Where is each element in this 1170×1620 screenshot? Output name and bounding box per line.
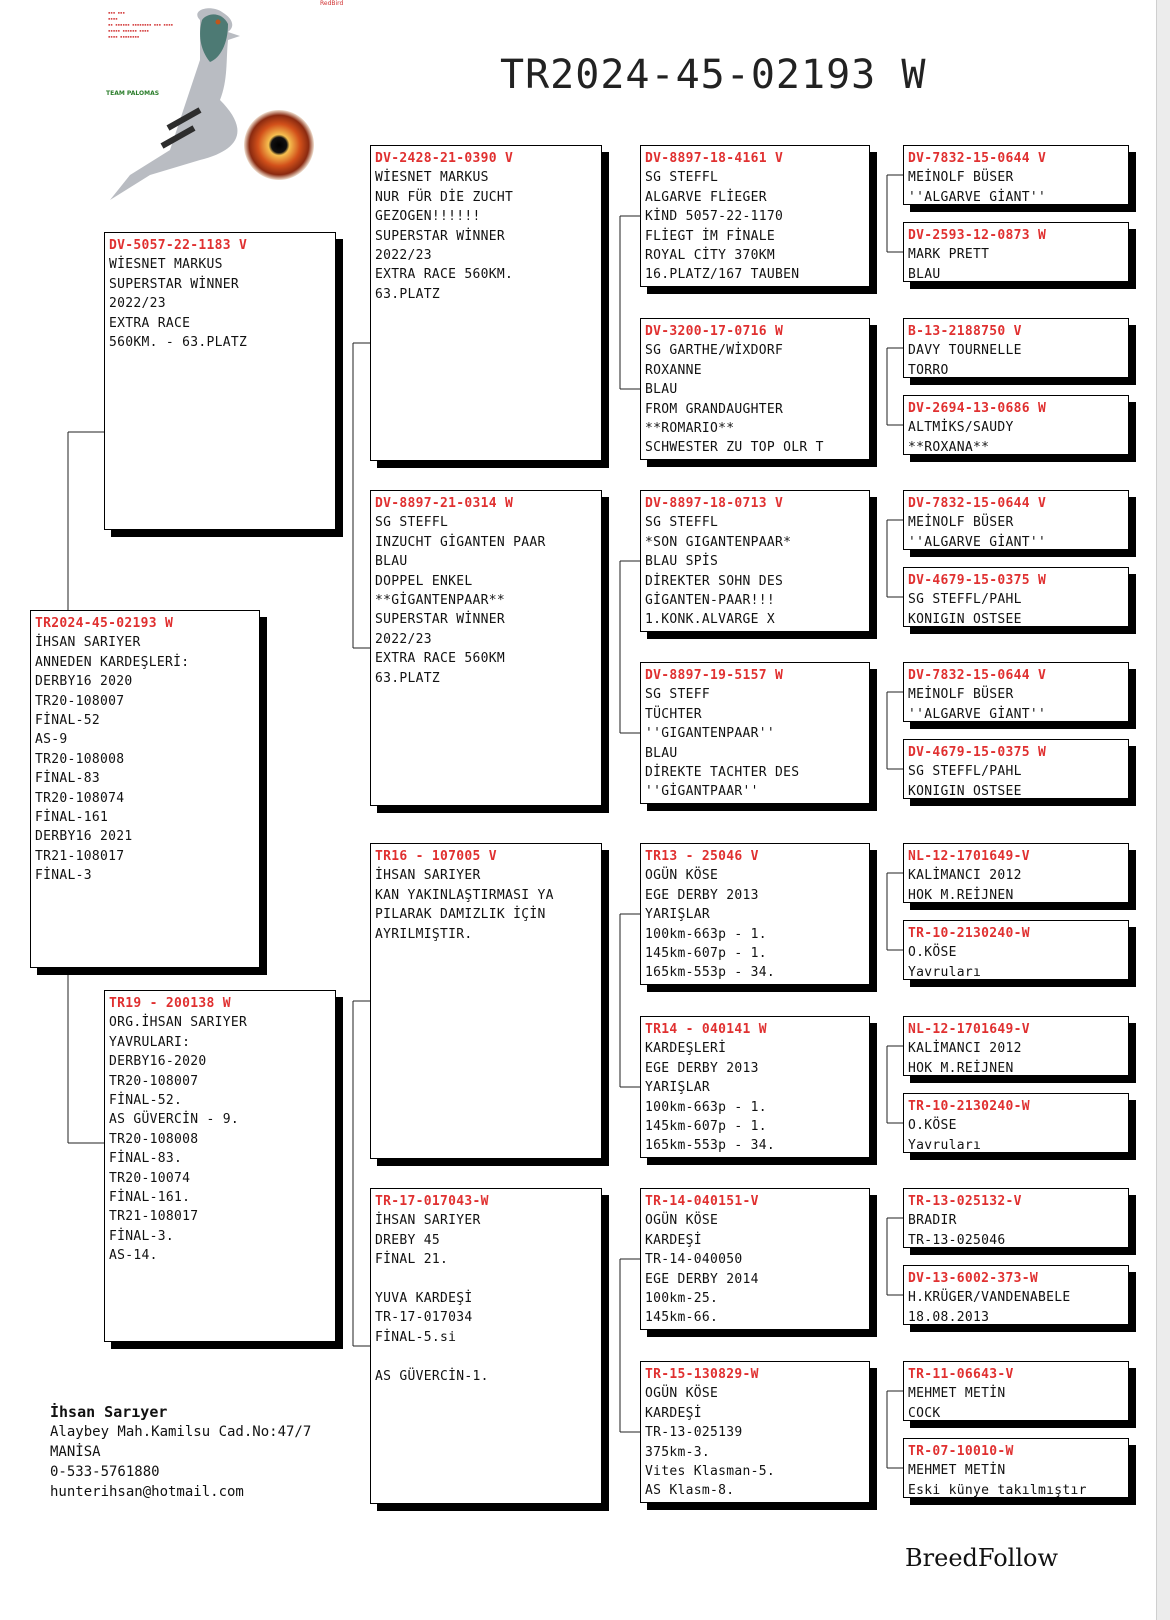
pedigree-note-line: 100km-25. [645,1291,719,1307]
pedigree-note-line: KAN YAKINLAŞTIRMASI YA [375,887,554,903]
pedigree-note-line: 2022/23 [109,296,166,312]
pedigree-note-line: İHSAN SARIYER [375,868,481,884]
pedigree-note-line: TR21-108017 [35,848,125,864]
pedigree-note-line: AS-14. [109,1248,158,1264]
pedigree-note-line: ALTMİKS/SAUDY [908,420,1014,436]
pedigree-note-line [375,1347,597,1366]
pedigree-note-line: FİNAL 21. [375,1252,449,1268]
ring-number: TR2024-45-02193 W [35,616,174,631]
pedigree-note-line: OGÜN KÖSE [645,1213,719,1229]
pedigree-note-line: DERBY16-2020 [109,1054,207,1070]
pedigree-note-line: HOK M.REİJNEN [908,1060,1014,1076]
breeder-address: Alaybey Mah.Kamilsu Cad.No:47/7 [50,1424,312,1440]
pedigree-note-line: 63.PLATZ [375,670,441,686]
breeder-phone: 0-533-5761880 [50,1464,160,1480]
pedigree-note-line: MEHMET METİN [908,1463,1006,1479]
pedigree-note-line: MEİNOLF BÜSER [908,170,1014,186]
pedigree-note-line: 375km-3. [645,1444,711,1460]
pedigree-note-line: MARK PRETT [908,247,990,263]
pedigree-note-line: GİGANTEN-PAAR!!! [645,593,776,609]
logo-line: ▪▪▪▪▪ ▪▪▪▪▪▪ ▪▪▪▪ [108,28,149,33]
ring-number: NL-12-1701649-V [908,849,1030,864]
pedigree-note-line: WİESNET MARKUS [375,170,489,186]
pedigree-note-line: YUVA KARDEŞİ [375,1291,473,1307]
pedigree-note-line: TR20-10074 [109,1170,191,1186]
ring-number: DV-2428-21-0390 V [375,151,514,166]
pedigree-note-line: TR20-108008 [109,1131,199,1147]
pedigree-note-line: EXTRA RACE [109,315,191,331]
pedigree-note-line: ''ALGARVE GİANT'' [908,534,1047,550]
pedigree-note-line: TR20-108074 [35,790,125,806]
pedigree-note-line: SUPERSTAR WİNNER [375,612,506,628]
pedigree-note-line: H.KRÜGER/VANDENABELE [908,1290,1071,1306]
pedigree-note-line: DİREKTE TACHTER DES [645,765,800,781]
dam-card[interactable] [104,990,336,1342]
pedigree-note-line: DREBY 45 [375,1232,441,1248]
logo-line: ▪▪▪▪ ▪▪▪▪▪▪▪▪ [108,34,140,39]
ring-number: TR-15-130829-W [645,1367,759,1382]
pedigree-note-line: EXTRA RACE 560KM. [375,267,514,283]
pedigree-note-line: TR-13-025139 [645,1425,743,1441]
ring-number: DV-2694-13-0686 W [908,401,1047,416]
ring-number: TR14 - 040141 W [645,1022,767,1037]
great-grandparent-card[interactable] [640,490,870,632]
pedigree-note-line: KARDEŞLERİ [645,1041,727,1057]
pedigree-note-line: BLAU SPİS [645,554,719,570]
pedigree-note-line: KALİMANCI 2012 [908,868,1022,884]
pedigree-note-line: 145km-607p - 1. [645,1119,767,1135]
great-great-grandparent-card[interactable] [903,662,1129,722]
pedigree-note-line: OGÜN KÖSE [645,1386,719,1402]
ring-number: TR-10-2130240-W [908,1099,1030,1114]
pedigree-note-line: Yavruları [908,964,982,980]
great-great-grandparent-card[interactable] [903,920,1129,980]
pedigree-note-line: SUPERSTAR WİNNER [109,276,240,292]
ring-number: TR19 - 200138 W [109,996,231,1011]
pedigree-note-line: DERBY16 2021 [35,829,133,845]
ring-number: DV-7832-15-0644 V [908,151,1047,166]
pedigree-note-line: BRADIR [908,1213,957,1229]
ring-number: TR-07-10010-W [908,1444,1014,1459]
pedigree-note-line: Yavruları [908,1137,982,1153]
ring-number: DV-8897-19-5157 W [645,668,784,683]
ring-number: DV-8897-18-0713 V [645,496,784,511]
ring-number: TR-10-2130240-W [908,926,1030,941]
brand-logo-text: BreedFollow [905,1544,1059,1572]
pedigree-note-line: 100km-663p - 1. [645,1099,767,1115]
pedigree-note-line: TR20-108008 [35,751,125,767]
pedigree-note-line: ALGARVE FLİEGER [645,189,767,205]
pedigree-note-line: 16.PLATZ/167 TAUBEN [645,267,800,283]
pedigree-note-line: AS GÜVERCİN - 9. [109,1112,240,1128]
pedigree-note-line: EGE DERBY 2014 [645,1271,759,1287]
pedigree-note-line: Vites Klasman-5. [645,1464,776,1480]
pedigree-note-line: TÜCHTER [645,706,702,722]
great-great-grandparent-card[interactable] [903,567,1129,627]
pedigree-note-line: DİREKTER SOHN DES [645,573,784,589]
pedigree-note-line: ''GİGANTPAAR'' [645,784,759,800]
grandparent-card[interactable] [370,1188,602,1504]
pedigree-note-line: 145km-66. [645,1310,719,1326]
pedigree-note-line: İHSAN SARIYER [35,635,141,651]
great-great-grandparent-card[interactable] [903,395,1129,455]
pedigree-note-line: 63.PLATZ [375,286,441,302]
pedigree-note-line: ROXANNE [645,362,702,378]
ring-number: DV-3200-17-0716 W [645,324,784,339]
pedigree-note-line: FİNAL-161 [35,810,109,826]
great-great-grandparent-card[interactable] [903,1265,1129,1325]
pedigree-note-line: SG STEFFL/PAHL [908,592,1022,608]
ring-number: DV-4679-15-0375 W [908,573,1047,588]
great-great-grandparent-card[interactable] [903,1361,1129,1421]
pedigree-note-line: FİNAL-5.si [375,1329,457,1345]
pedigree-note-line: KARDEŞİ [645,1405,702,1421]
pedigree-note-line: SG STEFFL [375,515,449,531]
breeder-email[interactable]: hunterihsan@hotmail.com [50,1484,244,1500]
redbird-mark: RedBird [320,0,344,7]
grandparent-card[interactable] [370,145,602,461]
pedigree-note-line: FİNAL-3 [35,868,92,884]
ring-number: TR-17-017043-W [375,1194,489,1209]
page-title: TR2024-45-02193 W [500,52,927,98]
ring-number: DV-2593-12-0873 W [908,228,1047,243]
great-great-grandparent-card[interactable] [903,1016,1129,1076]
pedigree-note-line: COCK [908,1405,941,1421]
great-grandparent-card[interactable] [640,1361,870,1503]
pedigree-note-line: FLİEGT İM FİNALE [645,228,776,244]
pedigree-note-line [375,1270,597,1289]
pedigree-note-line: OGÜN KÖSE [645,868,719,884]
pedigree-note-line: FİNAL-52 [35,713,101,729]
grandparent-card[interactable] [370,490,602,806]
pedigree-note-line: TR-17-017034 [375,1310,473,1326]
great-grandparent-card[interactable] [640,318,870,460]
pedigree-note-line: TR20-108007 [35,693,125,709]
ring-number: B-13-2188750 V [908,324,1022,339]
pedigree-note-line: ''ALGARVE GİANT'' [908,189,1047,205]
pedigree-note-line: SCHWESTER ZU TOP OLR T [645,440,824,456]
pedigree-note-line: Eski künye takılmıştır [908,1482,1087,1498]
pedigree-note-line: ORG.İHSAN SARIYER [109,1015,248,1031]
pedigree-note-line: SG STEFF [645,687,711,703]
great-grandparent-card[interactable] [640,145,870,287]
pedigree-note-line: FİNAL-83 [35,771,101,787]
pedigree-note-line: AS GÜVERCİN-1. [375,1368,489,1384]
pedigree-note-line: MEİNOLF BÜSER [908,515,1014,531]
breeder-city: MANİSA [50,1444,101,1460]
logo-line: ▪▪▪ ▪▪▪ [108,10,125,15]
pedigree-note-line: AS-9 [35,732,68,748]
pedigree-note-line: FİNAL-161. [109,1190,191,1206]
pedigree-note-line: 1.KONK.ALVARGE X [645,612,776,628]
great-grandparent-card[interactable] [640,1016,870,1158]
pedigree-note-line: SG GARTHE/WİXDORF [645,343,784,359]
pedigree-note-line: TR-14-040050 [645,1252,743,1268]
pedigree-note-line: KARDEŞİ [645,1232,702,1248]
pedigree-note-line: BLAU [645,745,678,761]
subject-card[interactable] [30,610,260,968]
pedigree-note-line: YARIŞLAR [645,1080,711,1096]
pedigree-note-line: INZUCHT GİGANTEN PAAR [375,534,546,550]
great-great-grandparent-card[interactable] [903,318,1129,378]
grandparent-card[interactable] [370,843,602,1159]
pedigree-note-line: 2022/23 [375,248,432,264]
pedigree-note-line: BLAU [908,266,941,282]
pedigree-note-line: WİESNET MARKUS [109,257,223,273]
pedigree-note-line: EGE DERBY 2013 [645,1060,759,1076]
ring-number: TR-13-025132-V [908,1194,1022,1209]
pedigree-note-line: ROYAL CİTY 370KM [645,248,776,264]
ring-number: DV-8897-21-0314 W [375,496,514,511]
pedigree-note-line: EGE DERBY 2013 [645,887,759,903]
sire-card[interactable] [104,232,336,530]
pedigree-note-line: FİNAL-83. [109,1151,183,1167]
pedigree-note-line: TORRO [908,362,949,378]
team-logo-text: TEAM PALOMAS [106,90,160,97]
great-great-grandparent-card[interactable] [903,490,1129,550]
pedigree-note-line: 560KM. - 63.PLATZ [109,335,248,351]
pedigree-note-line: ''ALGARVE GİANT'' [908,706,1047,722]
ring-number: DV-4679-15-0375 W [908,745,1047,760]
pedigree-note-line: NUR FÜR DİE ZUCHT [375,189,514,205]
pedigree-note-line: TR-13-025046 [908,1232,1006,1248]
ring-number: NL-12-1701649-V [908,1022,1030,1037]
pedigree-note-line: FİNAL-3. [109,1228,175,1244]
ring-number: DV-5057-22-1183 V [109,238,248,253]
pedigree-note-line: MEİNOLF BÜSER [908,687,1014,703]
pedigree-note-line: KONIGIN OSTSEE [908,783,1022,799]
pedigree-note-line: GEZOGEN!!!!!! [375,209,481,225]
great-grandparent-card[interactable] [640,1188,870,1330]
ring-number: DV-7832-15-0644 V [908,668,1047,683]
pedigree-note-line: KONIGIN OSTSEE [908,611,1022,627]
pedigree-note-line: DERBY16 2020 [35,674,133,690]
pedigree-note-line: 165km-553p - 34. [645,965,776,981]
pedigree-note-line: **ROMARIO** [645,421,735,437]
pedigree-note-line: SUPERSTAR WİNNER [375,228,506,244]
pedigree-note-line: FROM GRANDAUGHTER [645,401,784,417]
great-great-grandparent-card[interactable] [903,843,1129,903]
pedigree-note-line: İHSAN SARIYER [375,1213,481,1229]
pedigree-note-line: AS Klasm-8. [645,1483,735,1499]
pedigree-note-line: 165km-553p - 34. [645,1138,776,1154]
great-great-grandparent-card[interactable] [903,1093,1129,1153]
pedigree-note-line: YARIŞLAR [645,907,711,923]
pedigree-note-line: TR20-108007 [109,1073,199,1089]
ring-number: TR-11-06643-V [908,1367,1014,1382]
pedigree-note-line: 100km-663p - 1. [645,926,767,942]
pedigree-note-line: *SON GIGANTENPAAR* [645,534,792,550]
pedigree-note-line: O.KÖSE [908,1118,957,1134]
pedigree-note-line: SG STEFFL/PAHL [908,764,1022,780]
pedigree-note-line: BLAU [375,554,408,570]
pedigree-note-line: HOK M.REİJNEN [908,887,1014,903]
great-great-grandparent-card[interactable] [903,1438,1129,1498]
pedigree-note-line: EXTRA RACE 560KM [375,651,506,667]
ring-number: TR-14-040151-V [645,1194,759,1209]
breeder-info [50,1402,311,1502]
pedigree-note-line: **ROXANA** [908,439,990,455]
logo-line: ▪▪ ▪▪▪▪▪▪ ▪▪▪▪▪▪▪▪ ▪▪▪ ▪▪▪▪ [108,22,174,27]
ring-number: DV-13-6002-373-W [908,1271,1039,1286]
pedigree-note-line: DAVY TOURNELLE [908,343,1022,359]
pedigree-note-line: KİND 5057-22-1170 [645,209,784,225]
pedigree-note-line: 2022/23 [375,631,432,647]
pedigree-note-line: PILARAK DAMIZLIK İÇİN [375,907,546,923]
great-grandparent-card[interactable] [640,843,870,985]
ring-number: DV-8897-18-4161 V [645,151,784,166]
great-great-grandparent-card[interactable] [903,145,1129,205]
pedigree-note-line: 145km-607p - 1. [645,946,767,962]
pedigree-note-line: AYRILMIŞTIR. [375,926,473,942]
pedigree-note-line: DOPPEL ENKEL [375,573,473,589]
pedigree-note-line: MEHMET METİN [908,1386,1006,1402]
pedigree-note-line: BLAU [645,382,678,398]
pedigree-note-line: O.KÖSE [908,945,957,961]
pedigree-note-line: **GİGANTENPAAR** [375,593,506,609]
pedigree-note-line: FİNAL-52. [109,1093,183,1109]
pedigree-note-line: YAVRULARI: [109,1034,191,1050]
pedigree-note-line: SG STEFFL [645,170,719,186]
ring-number: TR16 - 107005 V [375,849,497,864]
logo-line: ▪▪▪▪ [108,16,118,21]
great-great-grandparent-card[interactable] [903,1188,1129,1248]
pedigree-note-line: SG STEFFL [645,515,719,531]
pedigree-note-line: ANNEDEN KARDEŞLERİ: [35,654,190,670]
breeder-name: İhsan Sarıyer [50,1403,168,1421]
great-grandparent-card[interactable] [640,662,870,804]
ring-number: TR13 - 25046 V [645,849,759,864]
pedigree-note-line: ''GIGANTENPAAR'' [645,726,776,742]
pedigree-note-line: 18.08.2013 [908,1309,990,1325]
pedigree-note-line: TR21-108017 [109,1209,199,1225]
great-great-grandparent-card[interactable] [903,739,1129,799]
great-great-grandparent-card[interactable] [903,222,1129,282]
ring-number: DV-7832-15-0644 V [908,496,1047,511]
pedigree-note-line: KALİMANCI 2012 [908,1041,1022,1057]
